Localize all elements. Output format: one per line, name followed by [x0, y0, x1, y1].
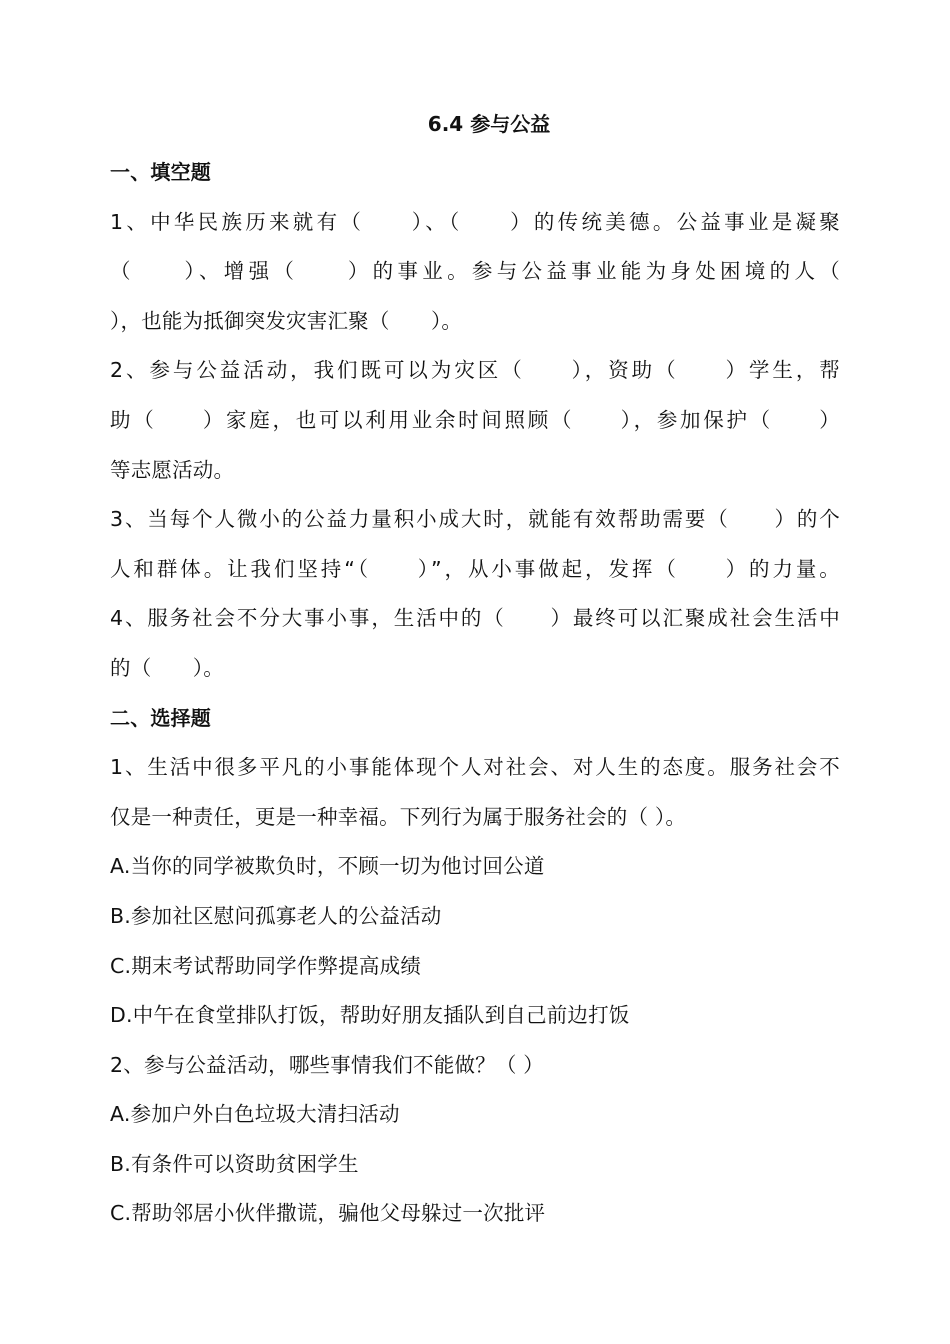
choice-q1-line-1: 1、生活中很多平凡的小事能体现个人对社会、对人生的态度。服务社会不 — [110, 755, 840, 780]
choice-q2-stem: 2、参与公益活动，哪些事情我们不能做？（ ） — [110, 1052, 544, 1077]
fill-in-q1-line-2: （ ）、增强（ ）的事业。参与公益事业能为身处困境的人（ — [110, 259, 840, 284]
fill-in-q1-line-3: ），也能为抵御突发灾害汇聚（ ）。 — [110, 308, 463, 333]
fill-in-q4-line-2: 的（ ）。 — [110, 655, 224, 680]
choice-q2-option-c: C.帮助邻居小伙伴撒谎，骗他父母躲过一次批评 — [110, 1201, 546, 1226]
fill-in-q2-line-1: 2、参与公益活动，我们既可以为灾区（ ），资助（ ）学生，帮 — [110, 358, 840, 383]
section-heading-multiple-choice: 二、选择题 — [110, 705, 211, 730]
choice-q1-line-2: 仅是一种责任，更是一种幸福。下列行为属于服务社会的（ ）。 — [110, 804, 687, 829]
choice-q2-option-b: B.有条件可以资助贫困学生 — [110, 1151, 359, 1176]
fill-in-q4-line-1: 4、服务社会不分大事小事，生活中的（ ）最终可以汇聚成社会生活中 — [110, 606, 840, 631]
section-heading-fill-in: 一、填空题 — [110, 160, 211, 184]
worksheet-page — [110, 100, 840, 1239]
fill-in-q3-line-2: 人和群体。让我们坚持“（ ）”，从小事做起，发挥（ ）的力量。 — [110, 556, 840, 581]
fill-in-q3-line-1: 3、当每个人微小的公益力量积小成大时，就能有效帮助需要（ ）的个 — [110, 507, 840, 532]
choice-q1-option-d: D.中午在食堂排队打饭，帮助好朋友插队到自己前边打饭 — [110, 1003, 630, 1028]
fill-in-q2-line-3: 等志愿活动。 — [110, 457, 235, 482]
choice-q1-option-c: C.期末考试帮助同学作弊提高成绩 — [110, 953, 422, 978]
fill-in-q2-line-2: 助（ ）家庭，也可以利用业余时间照顾（ ），参加保护（ ） — [110, 407, 840, 432]
choice-q2-option-a: A.参加户外白色垃圾大清扫活动 — [110, 1102, 400, 1127]
fill-in-q1-line-1: 1、中华民族历来就有（ ）、（ ）的传统美德。公益事业是凝聚 — [110, 209, 840, 234]
document-title: 6.4 参与公益 — [427, 112, 551, 136]
choice-q1-option-b: B.参加社区慰问孤寡老人的公益活动 — [110, 903, 442, 928]
choice-q1-option-a: A.当你的同学被欺负时，不顾一切为他讨回公道 — [110, 854, 545, 879]
